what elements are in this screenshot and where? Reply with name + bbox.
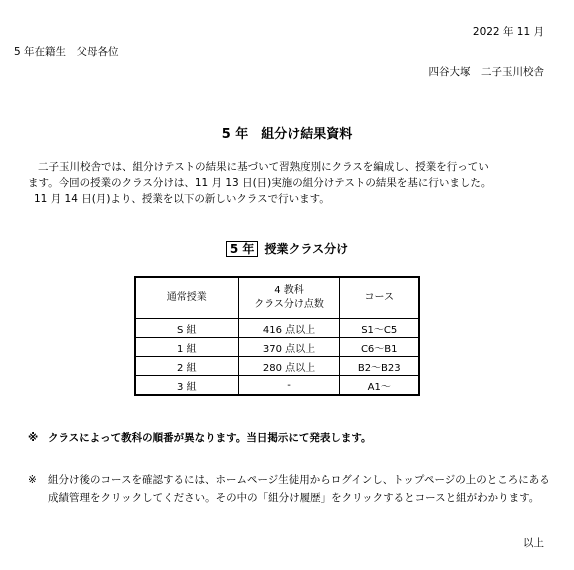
document-title: 5 年 組分け結果資料	[221, 127, 353, 142]
cell-course: B2～B23	[340, 357, 419, 376]
issue-date: 2022 年 11 月	[472, 26, 544, 38]
cell-score: -	[238, 376, 340, 396]
table-title-grade: 5 年	[226, 241, 259, 257]
note-order	[28, 429, 558, 447]
sender: 四谷大塚 二子玉川校舎	[428, 66, 544, 78]
cell-course: S1～C5	[340, 319, 419, 338]
cell-course: C6～B1	[340, 338, 419, 357]
note-mark: ※	[28, 432, 39, 444]
header-course: コース	[340, 277, 419, 319]
table-row	[135, 319, 419, 338]
note-login	[28, 471, 558, 507]
cell-class: S 組	[135, 319, 238, 338]
header-score	[238, 277, 340, 319]
class-table	[134, 276, 420, 396]
body-line-1: 二子玉川校舎では、組分けテストの結果に基づいて習熟度別にクラスを編成し、授業を行ってい	[38, 161, 489, 173]
cell-class: 3 組	[135, 376, 238, 396]
header-class: 通常授業	[135, 277, 238, 319]
cell-course: A1～	[340, 376, 419, 396]
body-paragraph	[28, 159, 568, 207]
note-login-text: 組分け後のコースを確認するには、ホームページ生徒用からログインし、トップページの上のところにある成績管理をクリックしてください。その中の「組分け履歴」をクリックするとコースと組がわかります。	[48, 474, 550, 504]
cell-score: 280 点以上	[238, 357, 340, 376]
note-mark: ※	[28, 474, 37, 486]
table-row	[135, 357, 419, 376]
body-line-3: 11 月 14 日(月)より、授業を以下の新しいクラスで行います。	[34, 193, 330, 205]
cell-class: 1 組	[135, 338, 238, 357]
addressee: 5 年在籍生 父母各位	[14, 46, 119, 58]
table-row	[135, 376, 419, 396]
closing: 以上	[523, 537, 544, 549]
body-line-2: ます。今回の授業のクラス分けは、11 月 13 日(日)実施の組分けテストの結果を基に行いました。	[28, 177, 492, 189]
cell-score: 416 点以上	[238, 319, 340, 338]
header-score-line2: クラス分け点数	[254, 299, 324, 310]
note-order-text: クラスによって教科の順番が異なります。当日掲示にて発表します。	[48, 432, 372, 444]
table-title-text: 授業クラス分け	[264, 242, 349, 256]
cell-class: 2 組	[135, 357, 238, 376]
table-title	[0, 240, 574, 257]
cell-score: 370 点以上	[238, 338, 340, 357]
header-score-line1: 4 教科	[274, 285, 304, 296]
table-row	[135, 338, 419, 357]
